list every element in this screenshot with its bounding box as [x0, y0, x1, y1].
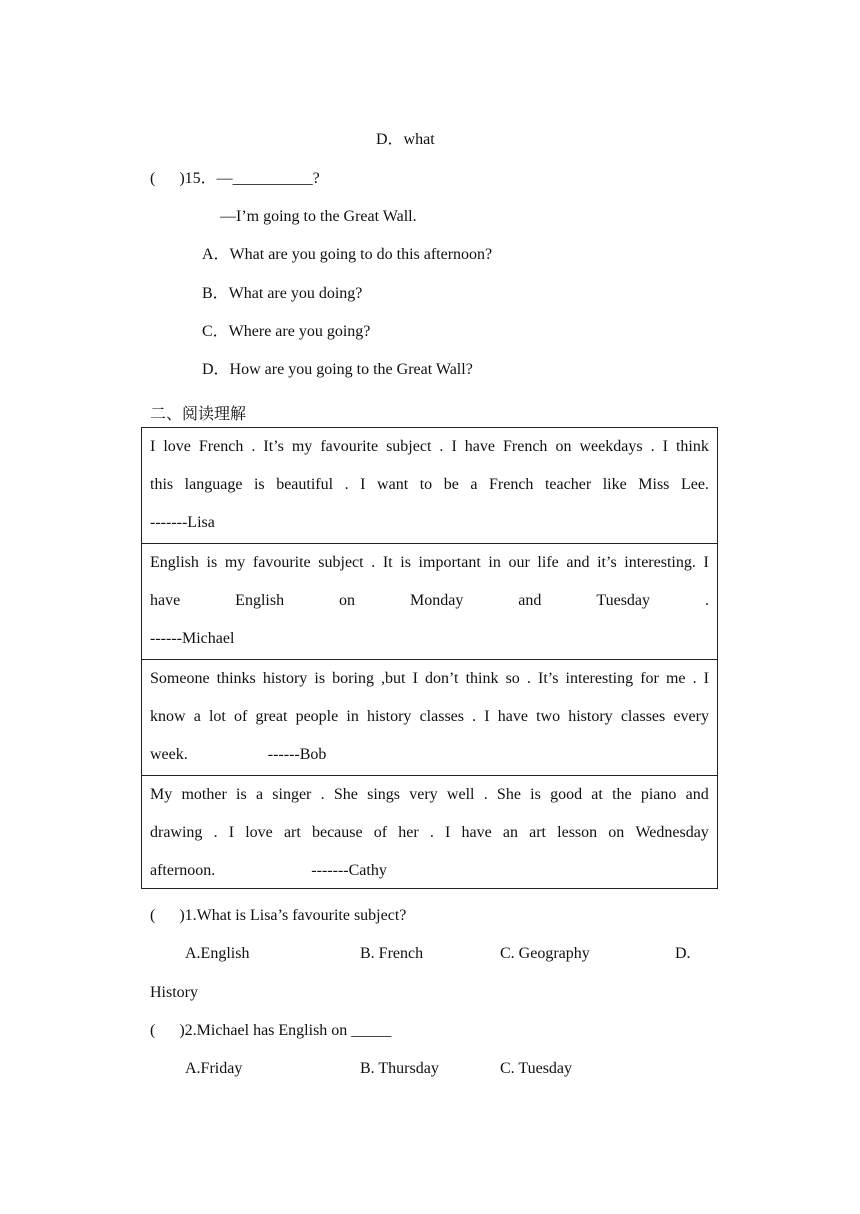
passage-word: have [497, 708, 528, 725]
passage-word: and [685, 786, 709, 803]
passage-word: history [366, 708, 412, 725]
passage-word: history [262, 670, 308, 687]
passage-word: an [502, 824, 518, 841]
passage-word: is [206, 554, 218, 571]
passage-line [150, 660, 709, 698]
question-1-option-c: C. Geography [500, 945, 590, 962]
question-15-option-d: D．How are you going to the Great Wall? [202, 361, 473, 378]
passage-line: ------Michael [150, 630, 235, 647]
passage-word: I [703, 554, 709, 571]
question-1-option-d: D. [675, 945, 691, 962]
passage-word: My [150, 786, 173, 803]
passage-word: our [508, 554, 530, 571]
passage-word: I [228, 824, 235, 841]
passage-word: Tuesday [596, 592, 651, 609]
passage-word: Miss [638, 476, 670, 493]
passage-word: is [253, 476, 265, 493]
question-14-option-d: D．what [376, 131, 435, 148]
passage-word: boring [332, 670, 374, 687]
passage-line [150, 582, 709, 620]
passage-word: French [489, 476, 534, 493]
passage-word: history [568, 708, 613, 725]
passage-word: me [665, 670, 686, 687]
passage-word: is [236, 786, 247, 803]
passage-line: afternoon. -------Cathy [150, 862, 387, 879]
question-2-option-b: B. Thursday [360, 1060, 439, 1077]
passage-word: very [409, 786, 438, 803]
passage-word: . [704, 592, 709, 609]
passage-word: I [662, 438, 668, 455]
passage-word: I [703, 670, 709, 687]
passage-lisa [142, 428, 717, 543]
passage-word: . [472, 708, 477, 725]
passage-word: at [591, 786, 603, 803]
passage-word: I [451, 438, 457, 455]
passage-word: thinks [216, 670, 256, 687]
passage-word: mother [181, 786, 227, 803]
question-15-option-a: A．What are you going to do this afternoon? [202, 246, 493, 263]
passage-word: . [429, 824, 434, 841]
passage-word: my [291, 438, 313, 455]
passage-line: week. ------Bob [150, 746, 327, 763]
question-2-option-c: C. Tuesday [500, 1060, 573, 1077]
passage-line [150, 776, 709, 814]
passage-word: of [373, 824, 388, 841]
passage-word: have [461, 824, 492, 841]
passage-word: I [360, 476, 366, 493]
passage-word: it’s [597, 554, 617, 571]
passage-word: Lee. [680, 476, 709, 493]
passage-word: think [675, 438, 709, 455]
passage-word: in [488, 554, 501, 571]
passage-word: great [255, 708, 288, 725]
question-1-option-b: B. French [360, 945, 424, 962]
passage-word: English [235, 592, 285, 609]
passage-word: interesting [565, 670, 634, 687]
passage-word: I [150, 438, 156, 455]
passage-word: have [464, 438, 495, 455]
passage-line [150, 544, 709, 582]
passage-word: subject [386, 438, 432, 455]
passage-word: is [314, 670, 326, 687]
passage-word: beautiful [276, 476, 334, 493]
passage-word: know [150, 708, 186, 725]
passage-word: . [650, 438, 655, 455]
passage-bob [142, 659, 717, 775]
passage-word: drawing [150, 824, 203, 841]
passage-word: She [333, 786, 358, 803]
passage-word: . [320, 786, 325, 803]
passage-word: French [503, 438, 548, 455]
passage-word: love [245, 824, 273, 841]
passage-word: in [346, 708, 359, 725]
passage-word: a [193, 708, 201, 725]
passage-word: I [412, 670, 418, 687]
passage-word: don’t [425, 670, 459, 687]
passage-word: subject [318, 554, 364, 571]
passage-line [150, 466, 709, 504]
section-title: 二、阅读理解 [150, 404, 247, 423]
passage-word: . [371, 554, 376, 571]
passage-word: on [555, 438, 572, 455]
passage-word: think [465, 670, 499, 687]
passage-word: is [400, 554, 411, 571]
passage-word: lot [208, 708, 226, 725]
passage-line [150, 814, 709, 852]
passage-word: weekdays [579, 438, 643, 455]
passage-word: her [398, 824, 419, 841]
passage-word: for [640, 670, 659, 687]
passage-word: English [150, 554, 199, 571]
passage-word: classes [419, 708, 464, 725]
passage-word: I [484, 708, 490, 725]
passage-word: singer [272, 786, 312, 803]
passage-word: . [439, 438, 444, 455]
passage-word: so [505, 670, 520, 687]
question-1-stem: ( )1.What is Lisa’s favourite subject? [150, 907, 407, 924]
passage-word: art [529, 824, 546, 841]
passage-word: favourite [320, 438, 379, 455]
passage-word: lesson [557, 824, 598, 841]
passage-word: classes [620, 708, 666, 725]
passage-line: -------Lisa [150, 514, 215, 531]
passage-word: every [673, 708, 709, 725]
passage-word: . [692, 670, 697, 687]
passage-word: I [445, 824, 451, 841]
passage-word: She [496, 786, 521, 803]
passage-word: the [612, 786, 632, 803]
passage-word: a [470, 476, 478, 493]
question-2-stem: ( )2.Michael has English on _____ [150, 1022, 392, 1039]
passage-word: It’s [538, 670, 559, 687]
question-2-option-a: A.Friday [185, 1060, 243, 1077]
passage-word: . [251, 438, 256, 455]
question-15-stem: ( )15．—__________? [150, 170, 320, 187]
passage-word: my [224, 554, 246, 571]
passage-word: and [518, 592, 542, 609]
passage-word: of [233, 708, 248, 725]
passage-word: It [382, 554, 393, 571]
passage-word: teacher [544, 476, 592, 493]
passage-word: this [150, 476, 174, 493]
passage-word: important [418, 554, 481, 571]
passage-word: a [255, 786, 264, 803]
passage-line [150, 428, 709, 466]
reading-passages-table [141, 427, 718, 889]
passage-word: love [163, 438, 191, 455]
passage-word: and [566, 554, 590, 571]
passage-word: to [419, 476, 433, 493]
passage-word: favourite [252, 554, 311, 571]
passage-word: ,but [381, 670, 406, 687]
passage-word: on [608, 824, 625, 841]
passage-word: on [339, 592, 356, 609]
passage-word: people [295, 708, 339, 725]
question-1-option-d-continued: History [150, 984, 198, 1001]
passage-word: life [537, 554, 559, 571]
passage-word: . [526, 670, 531, 687]
passage-word: . [213, 824, 218, 841]
passage-cathy [142, 775, 717, 890]
passage-word: Someone [150, 670, 210, 687]
passage-word: because [311, 824, 363, 841]
passage-word: . [483, 786, 488, 803]
passage-word: Wednesday [635, 824, 709, 841]
passage-word: good [550, 786, 583, 803]
passage-word: well [446, 786, 475, 803]
passage-word: art [283, 824, 301, 841]
passage-word: be [443, 476, 459, 493]
question-15-answer-line: —I’m going to the Great Wall. [220, 208, 417, 225]
passage-michael [142, 543, 717, 659]
passage-word: want [377, 476, 409, 493]
passage-word: piano [640, 786, 677, 803]
passage-word: . [344, 476, 349, 493]
passage-line [150, 698, 709, 736]
passage-word: It’s [263, 438, 284, 455]
passage-word: is [530, 786, 541, 803]
passage-word: two [536, 708, 561, 725]
passage-word: Monday [410, 592, 464, 609]
question-1-option-a: A.English [185, 945, 250, 962]
question-15-option-b: B．What are you doing? [202, 285, 363, 302]
passage-word: have [150, 592, 181, 609]
passage-word: language [184, 476, 243, 493]
passage-word: like [602, 476, 627, 493]
passage-word: interesting. [624, 554, 696, 571]
passage-word: sings [367, 786, 400, 803]
question-15-option-c: C．Where are you going? [202, 323, 371, 340]
passage-word: French [198, 438, 244, 455]
